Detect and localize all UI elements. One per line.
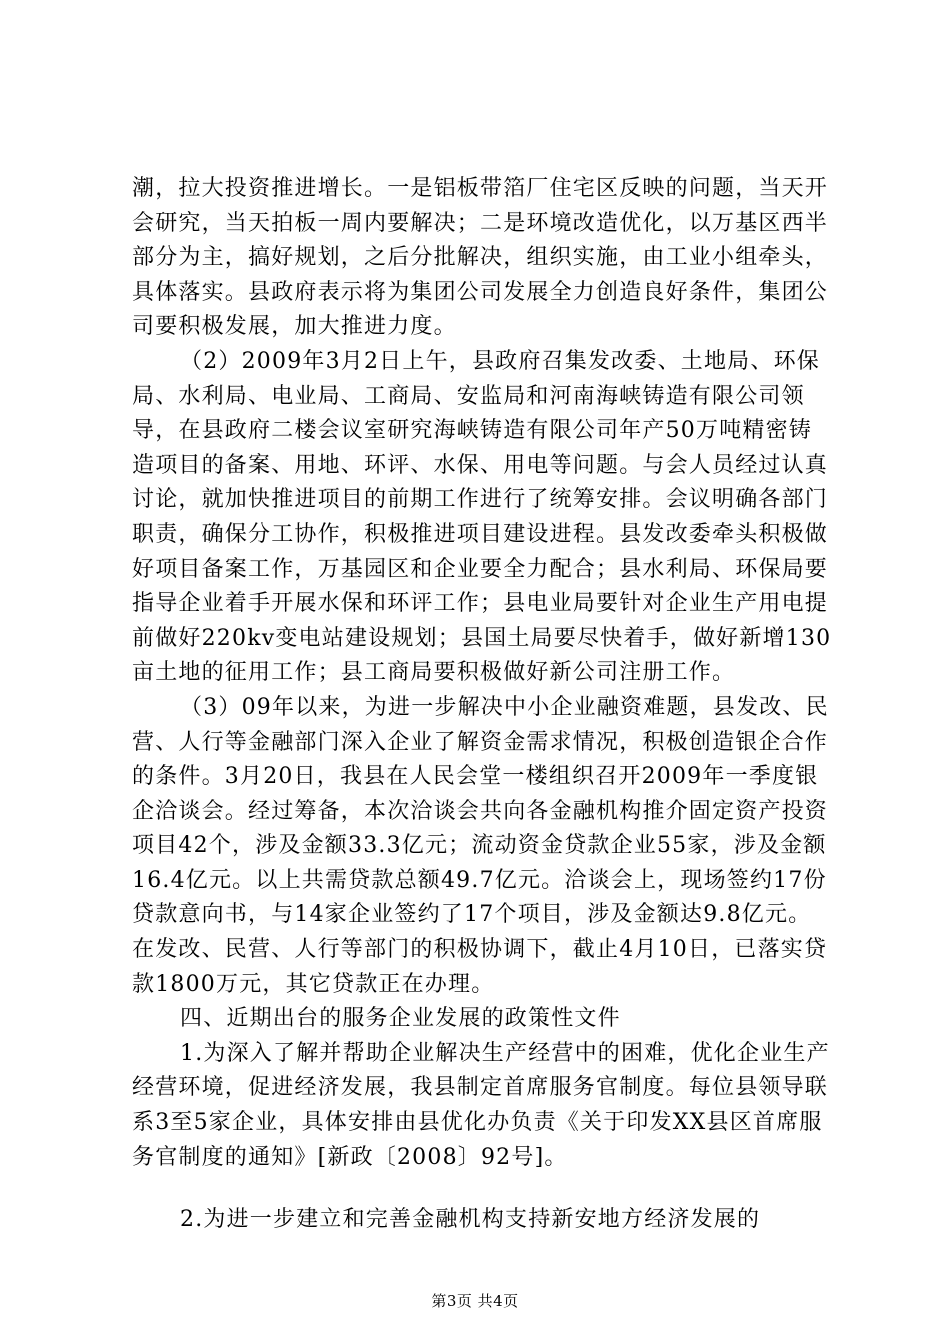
page-footer: 第3页 共4页 bbox=[431, 1292, 519, 1310]
section-heading-4: 四、近期出台的服务企业发展的政策性文件 bbox=[180, 1006, 621, 1032]
paragraph-policy-2: 2.为进一步建立和完善金融机构支持新安地方经济发展的 bbox=[180, 1207, 761, 1233]
paragraph-item-2: （2）2009年3月2日上午，县政府召集发改委、土地局、环保局、水利局、电业局、工商局、安监局和河南海峡铸造有限公司领导，在县政府二楼会议室研究海峡铸造有限公司年产50万吨精密铸造项目的备案、用地、环评、水保、用电等问题。与会人员经过认真讨论，就加快推进项目的前期工作进行了统筹安排。会议明确各部门职责，确保分工协作，积极推进项目建设进程。县发改委牵头积极做好项目备案工作，万基园区和企业要全力配合；县水利局、环保局要指导企业着手开展水保和环评工作；县电业局要针对企业生产用电提前做好220kv变电站建设规划；县国土局要尽快着手，做好新增130亩土地的征用工作；县工商局要积极做好新公司注册工作。 bbox=[132, 348, 832, 686]
paragraph-policy-1: 1.为深入了解并帮助企业解决生产经营中的困难，优化企业生产经营环境，促进经济发展，我县制定首席服务官制度。每位县领导联系3至5家企业，具体安排由县优化办负责《关于印发XX县区首席服务官制度的通知》[新政〔2008〕92号]。 bbox=[132, 1040, 830, 1170]
document-body bbox=[132, 172, 832, 1238]
paragraph-item-3: （3）09年以来，为进一步解决中小企业融资难题，县发改、民营、人行等金融部门深入企业了解资金需求情况，积极创造银企合作的条件。3月20日，我县在人民会堂一楼组织召开2009年一季度银企洽谈会。经过筹备，本次洽谈会共向各金融机构推介固定资产投资项目42个，涉及金额33.3亿元；流动资金贷款企业55家，涉及金额16.4亿元。以上共需贷款总额49.7亿元。洽谈会上，现场签约17份贷款意向书，与14家企业签约了17个项目，涉及金额达9.8亿元。在发改、民营、人行等部门的积极协调下，截止4月10日，已落实贷款1800万元，其它贷款正在办理。 bbox=[132, 694, 829, 997]
paragraph-continuation: 潮，拉大投资推进增长。一是铝板带箔厂住宅区反映的问题，当天开会研究，当天拍板一周内要解决；二是环境改造优化，以万基区西半部分为主，搞好规划，之后分批解决，组织实施，由工业小组牵头，具体落实。县政府表示将为集团公司发展全力创造良好条件，集团公司要积极发展，加大推进力度。 bbox=[132, 176, 829, 340]
